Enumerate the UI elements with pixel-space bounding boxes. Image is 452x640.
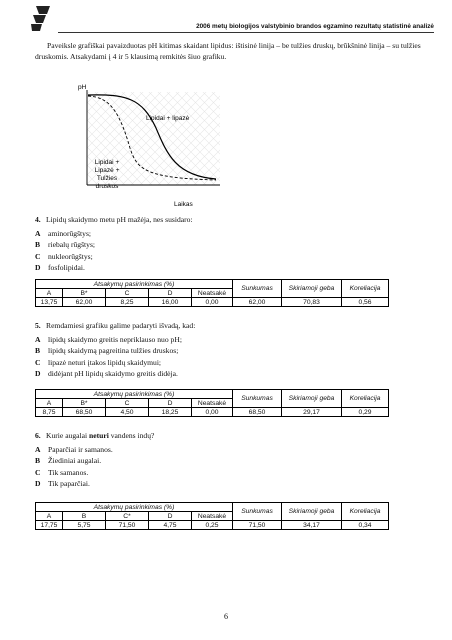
page-number: 6: [224, 612, 228, 621]
intro-paragraph: Paveiksle grafiškai pavaizduotas pH kitimas skaidant lipidus: ištisinė linija – be tulžies druskų, brūkšninė linija – su tulžies druskomis. Atsakydami į 4 ir 5 klausimą remkitės šiuo grafiku.: [35, 41, 421, 61]
dashed-line-label-1: Lipidai +: [94, 159, 120, 166]
option-d: D Tik paparčiai.: [35, 479, 90, 489]
question-text: Remdamiesi grafiku galime padaryti išvadą, kad:: [46, 321, 196, 330]
question-4: [35, 215, 193, 272]
option-a: A lipidų skaidymo greitis nepriklauso nuo pH;: [35, 335, 182, 344]
table-row: 8,75 68,50 4,50 18,25 0,00 68,50 29,17 0,29: [36, 408, 389, 417]
x-axis-label: Laikas: [174, 201, 193, 208]
y-axis-label: pH: [78, 84, 87, 91]
option-c: C nukleorūgštys;: [35, 251, 93, 261]
stats-table-q4: Atsakymų pasirinkimas (%) Sunkumas Skiriamoji geba Koreliacija A B* C D Neatsakė 13,75 62,00 8,25 16,00 0,00 62,00 70,83 0,56: [35, 279, 389, 307]
dashed-line-label-4: druskos: [95, 183, 119, 190]
option-c: C lipazė neturi įtakos lipidų skaidymui;: [35, 357, 162, 367]
solid-line-label: Lipidai + lipazė: [146, 115, 190, 122]
question-5: [35, 321, 195, 378]
option-d: D fosfolipidai.: [35, 263, 85, 273]
question-number: 6.: [35, 431, 41, 440]
stats-table-q6: Atsakymų pasirinkimas (%) Sunkumas Skiriamoji geba Koreliacija A B C* D Neatsakė 17,75 5,75 71,50 4,75 0,25 71,50 34,17 0,34: [35, 502, 389, 530]
exam-center-logo: [30, 4, 52, 32]
option-a: A aminorūgštys;: [35, 229, 92, 238]
question-text: Lipidų skaidymo metu pH mažėja, nes susidaro:: [46, 215, 193, 224]
page-header: 2006 metų biologijos valstybinio brandos egzamino rezultatų statistinė analizė: [58, 23, 434, 33]
option-b: B lipidų skaidymą pagreitina tulžies druskos;: [35, 346, 179, 356]
option-b: B riebalų rūgštys;: [35, 240, 96, 250]
question-5-stem: [35, 321, 195, 330]
table-row: 13,75 62,00 8,25 16,00 0,00 62,00 70,83 0,56: [36, 298, 389, 307]
question-number: 5.: [35, 321, 41, 330]
table-row: 17,75 5,75 71,50 4,75 0,25 71,50 34,17 0,34: [36, 521, 389, 530]
dashed-line-label-2: Lipazė +: [94, 167, 120, 174]
option-a: A Paparčiai ir samanos.: [35, 445, 113, 454]
question-6-stem: 6. Kurie augalai neturi vandens indų?: [35, 431, 155, 440]
option-c: C Tik samanos.: [35, 467, 89, 477]
question-6: [35, 431, 154, 488]
question-number: 4.: [35, 215, 41, 224]
option-d: D didėjant pH lipidų skaidymo greitis didėja.: [35, 369, 178, 379]
ph-chart: [74, 80, 224, 208]
stats-table-q5: Atsakymų pasirinkimas (%) Sunkumas Skiriamoji geba Koreliacija A B* C D Neatsakė 8,75 68,50 4,50 18,25 0,00 68,50 29,17 0,29: [35, 389, 389, 417]
option-b: B Žiediniai augalai.: [35, 456, 102, 466]
question-4-stem: [35, 215, 193, 224]
dashed-line-label-3: Tulžies: [96, 175, 118, 182]
